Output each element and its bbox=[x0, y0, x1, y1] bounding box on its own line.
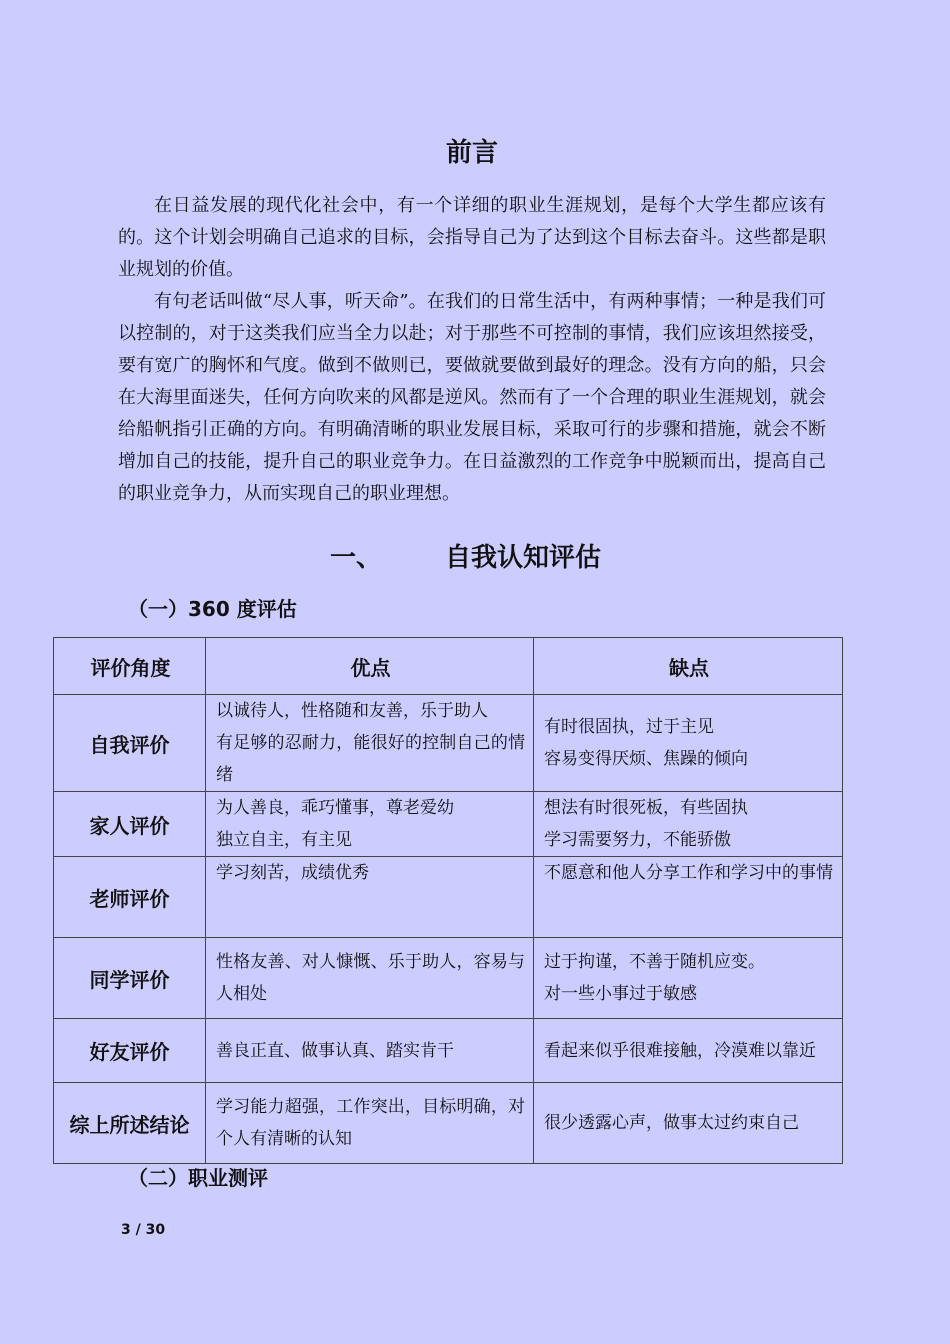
row-angle: 老师评价 bbox=[54, 857, 206, 938]
header-cons: 缺点 bbox=[534, 638, 843, 695]
header-angle: 评价角度 bbox=[54, 638, 206, 695]
table-row bbox=[54, 857, 843, 938]
preface-paragraph-1: 在日益发展的现代化社会中，有一个详细的职业生涯规划，是每个大学生都应该有的。这个计划会明确自己追求的目标，会指导自己为了达到这个目标去奋斗。这些都是职业规划的价值。 bbox=[118, 195, 826, 280]
cons-line: 过于拘谨，不善于随机应变。 bbox=[544, 952, 765, 972]
preface-title: 前言 bbox=[445, 138, 498, 168]
section-number: 一、 bbox=[330, 543, 383, 573]
row-cons bbox=[534, 857, 843, 938]
row-pros bbox=[206, 938, 534, 1019]
pros-line: 以诚待人，性格随和友善，乐于助人 bbox=[216, 701, 488, 721]
row-angle: 好友评价 bbox=[54, 1019, 206, 1083]
pros-line: 性格友善、对人慷慨、乐于助人，容易与人相处 bbox=[216, 952, 525, 1004]
pros-line: 善良正直、做事认真、踏实肯干 bbox=[216, 1040, 454, 1061]
cons-line: 对一些小事过于敏感 bbox=[544, 984, 697, 1004]
row-cons bbox=[534, 792, 843, 857]
section-heading bbox=[330, 538, 601, 578]
subsection-heading-360: （一）360 度评估 bbox=[128, 597, 297, 621]
cons-line: 想法有时很死板，有些固执 bbox=[544, 798, 748, 818]
pros-line: 学习刻苦，成绩优秀 bbox=[216, 863, 369, 883]
cons-line: 很少透露心声，做事太过约束自己 bbox=[544, 1113, 799, 1133]
header-pros: 优点 bbox=[206, 638, 534, 695]
subsection-heading-career-test: （二）职业测评 bbox=[128, 1166, 268, 1190]
pros-line: 为人善良，乖巧懂事，尊老爱幼 bbox=[216, 798, 454, 818]
cons-line: 有时很固执，过于主见 bbox=[544, 717, 714, 737]
table-row bbox=[54, 938, 843, 1019]
row-angle: 综上所述结论 bbox=[54, 1083, 206, 1164]
row-pros bbox=[206, 1019, 534, 1083]
row-pros bbox=[206, 1083, 534, 1164]
section-title: 自我认知评估 bbox=[445, 543, 602, 573]
row-pros bbox=[206, 857, 534, 938]
table-row bbox=[54, 1083, 843, 1164]
row-angle: 同学评价 bbox=[54, 938, 206, 1019]
cons-line: 看起来似乎很难接触，冷漠难以靠近 bbox=[544, 1040, 816, 1061]
cons-line: 学习需要努力，不能骄傲 bbox=[544, 830, 731, 850]
table-row bbox=[54, 792, 843, 857]
preface-paragraph-2: 有句老话叫做“尽人事，听天命”。在我们的日常生活中，有两种事情；一种是我们可以控制的，对于这类我们应当全力以赴；对于那些不可控制的事情，我们应该坦然接受，要有宽广的胸怀和气度。做到不做则已，要做就要做到最好的理念。没有方向的船，只会在大海里面迷失，任何方向吹来的风都是逆风。然而有了一个合理的职业生涯规划，就会给船帆指引正确的方向。有明确清晰的职业发展目标，采取可行的步骤和措施，就会不断增加自己的技能，提升自己的职业竞争力。在日益激烈的工作竞争中脱颖而出，提高自己的职业竞争力，从而实现自己的职业理想。 bbox=[118, 291, 826, 504]
page-number: 3 / 30 bbox=[121, 1222, 166, 1238]
pros-line: 有足够的忍耐力，能很好的控制自己的情绪 bbox=[216, 733, 525, 785]
row-pros bbox=[206, 792, 534, 857]
pros-line: 学习能力超强，工作突出，目标明确，对个人有清晰的认知 bbox=[216, 1097, 525, 1149]
row-angle: 自我评价 bbox=[54, 695, 206, 792]
row-pros bbox=[206, 695, 534, 792]
row-cons bbox=[534, 695, 843, 792]
cons-line: 容易变得厌烦、焦躁的倾向 bbox=[544, 749, 748, 769]
table-header-row bbox=[54, 638, 843, 695]
pros-line: 独立自主，有主见 bbox=[216, 830, 352, 850]
row-cons bbox=[534, 1083, 843, 1164]
evaluation-table bbox=[53, 637, 843, 1164]
row-angle: 家人评价 bbox=[54, 792, 206, 857]
cons-line: 不愿意和他人分享工作和学习中的事情 bbox=[544, 863, 833, 883]
row-cons bbox=[534, 1019, 843, 1083]
table-row bbox=[54, 1019, 843, 1083]
row-cons bbox=[534, 938, 843, 1019]
table-row bbox=[54, 695, 843, 792]
